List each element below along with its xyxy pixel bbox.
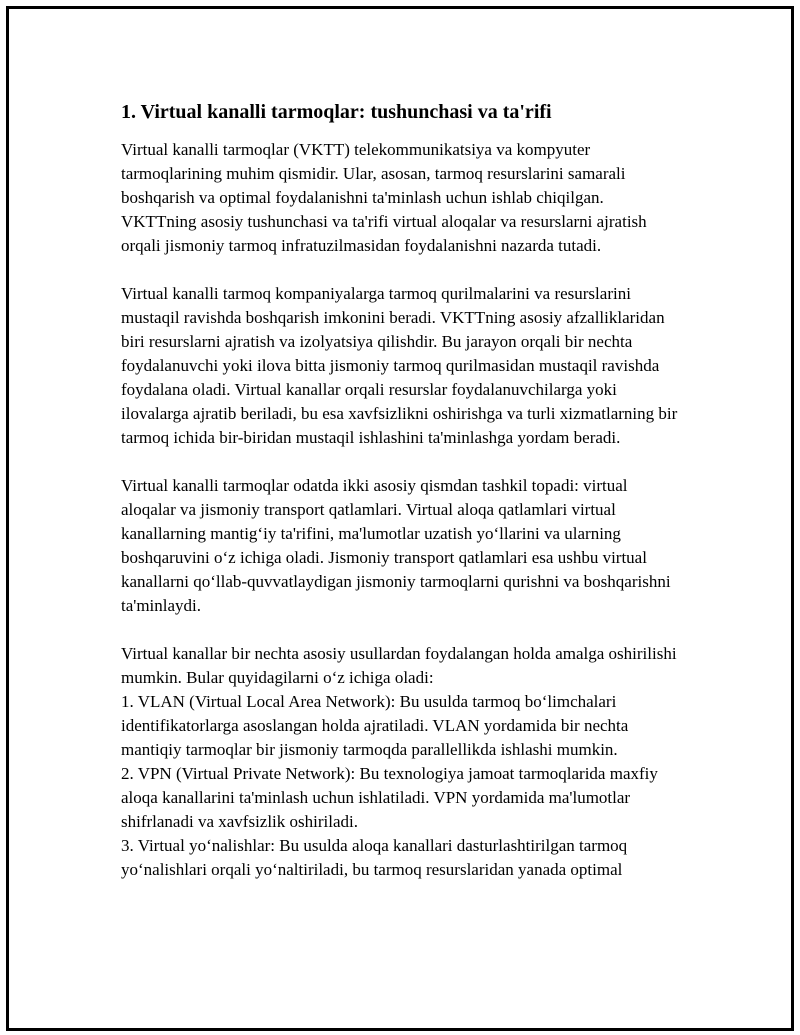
list-paragraph — [121, 642, 681, 882]
section-title: 1. Virtual kanalli tarmoqlar: tushunchasi va ta'rifi — [121, 101, 552, 123]
paragraph-1: Virtual kanalli tarmoqlar (VKTT) telekommunikatsiya va kompyuter tarmoqlarining muhim qismidir. Ular, asosan, tarmoq resurslarini samarali boshqarish va optimal foydalanishni ta'minlash uchun ishlab chiqilgan. VKTTning asosiy tushunchasi va ta'rifi virtual aloqalar va resurslarni ajratish orqali jismoniy tarmoq infratuzilmasidan foydalanishni nazarda tutadi. — [121, 140, 647, 255]
document-page — [6, 6, 794, 1031]
paragraph-3: Virtual kanalli tarmoqlar odatda ikki asosiy qismdan tashkil topadi: virtual aloqalar va jismoniy transport qatlamlari. Virtual aloqa qatlamlari virtual kanallarning mantig‘iy ta'rifini, ma'lumotlar uzatish yo‘llarini va ularning boshqaruvini o‘z ichiga oladi. Jismoniy transport qatlamlari esa ushbu virtual kanallarni qo‘llab-quvvatlaydigan jismoniy tarmoqlarni qurishni va boshqarishni ta'minlaydi. — [121, 476, 671, 615]
list-intro: Virtual kanallar bir nechta asosiy usullardan foydalangan holda amalga oshirilishi mumkin. Bular quyidagilarni o‘z ichiga oladi: — [121, 644, 677, 687]
list-item-vpn: 2. VPN (Virtual Private Network): Bu texnologiya jamoat tarmoqlarida maxfiy aloqa kanallarini ta'minlash uchun ishlatiladi. VPN yordamida ma'lumotlar shifrlanadi va xavfsizlik oshiriladi. — [121, 764, 658, 831]
paragraph-2: Virtual kanalli tarmoq kompaniyalarga tarmoq qurilmalarini va resurslarini mustaqil ravishda boshqarish imkonini beradi. VKTTning asosiy afzalliklaridan biri resurslarni ajratish va izolyatsiya qilishdir. Bu jarayon orqali bir nechta foydalanuvchi yoki ilova bitta jismoniy tarmoq qurilmasidan mustaqil ravishda foydalana oladi. Virtual kanallar orqali resurslar foydalanuvchilarga yoki ilovalarga ajratib beriladi, bu esa xavfsizlikni oshirishga va turli xizmatlarning bir tarmoq ichida bir-biridan mustaqil ishlashini ta'minlashga yordam beradi. — [121, 284, 678, 447]
list-item-virtual-routes: 3. Virtual yo‘nalishlar: Bu usulda aloqa kanallari dasturlashtirilgan tarmoq yo‘nalishlari orqali yo‘naltiriladi, bu tarmoq resurslaridan yanada optimal — [121, 836, 628, 879]
document-content — [121, 99, 681, 906]
list-item-vlan: 1. VLAN (Virtual Local Area Network): Bu usulda tarmoq bo‘limchalari identifikatorlarga asoslangan holda ajratiladi. VLAN yordamida bir nechta mantiqiy tarmoqlar bir jismoniy tarmoqda parallellikda ishlashi mumkin. — [121, 692, 629, 759]
